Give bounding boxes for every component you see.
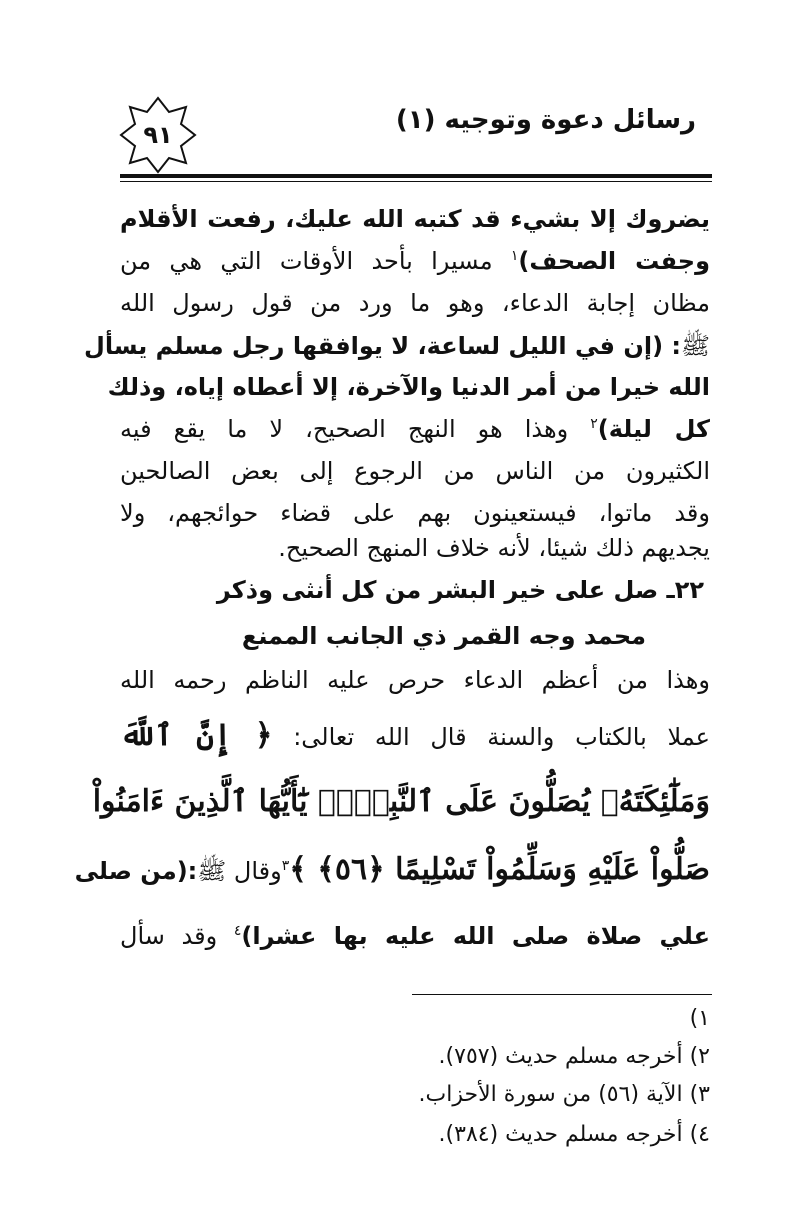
body-line-9: يجديهم ذلك شيئا، لأنه خلاف المنهج الصحيح. xyxy=(278,534,710,562)
body-line-12: علي صلاة صلى الله عليه بها عشرا)$^٤$ وقد سأل xyxy=(120,922,710,950)
header-rule-thick xyxy=(120,174,712,178)
poem-line-2: محمد وجه القمر ذي الجانب الممنع xyxy=(241,622,646,650)
footnote-1: ١) xyxy=(689,1006,710,1031)
footnote-3: ٣) الآية (٥٦) من سورة الأحزاب. xyxy=(418,1082,710,1107)
body-line-7: الكثيرون من الناس من الرجوع إلى بعض الصالحين xyxy=(120,457,710,485)
quran-verse-line-2: صَلُّواْ عَلَيْهِ وَسَلِّمُواْ تَسْلِيمًا ﴿٥٦﴾ ﴾$^٣$وقال ﷺ:(من صلى xyxy=(74,852,710,887)
body-line-3: مظان إجابة الدعاء، وهو ما ورد من قول رسول الله xyxy=(120,289,710,317)
body-line-6: كل ليلة)$^٢$ وهذا هو النهج الصحيح، لا ما يقع فيه xyxy=(120,415,710,443)
footnote-4: ٤) أخرجه مسلم حديث (٣٨٤). xyxy=(438,1122,710,1147)
body-line-1: يضروك إلا بشيء قد كتبه الله عليك، رفعت الأقلام xyxy=(120,205,710,233)
page-number: ٩١ xyxy=(143,121,173,149)
body-line-8: وقد ماتوا، فيستعينون بهم على قضاء حوائجهم، ولا xyxy=(120,499,710,527)
header-rule-thin xyxy=(120,181,712,182)
footnote-rule xyxy=(412,994,712,995)
quran-verse-line-1: وَمَلَٰٓئِكَتَهُۥ يُصَلُّونَ عَلَى ٱلنَّبِيِّۚ يَٰٓأَيُّهَا ٱلَّذِينَ ءَامَنُواْ xyxy=(92,784,710,819)
poem-line-1: ٢٢ـ صل على خير البشر من كل أنثى وذكر xyxy=(216,576,704,604)
body-line-2: وجفت الصحف)$^١$ مسيرا بأحد الأوقات التي هي من xyxy=(120,247,711,275)
running-title: رسائل دعوة وتوجيه (١) xyxy=(395,105,696,135)
footnote-2: ٢) أخرجه مسلم حديث (٧٥٧). xyxy=(438,1044,710,1069)
body-line-4: ﷺ: (إن في الليل لساعة، لا يوافقها رجل مسلم يسأل xyxy=(84,332,710,360)
body-line-11: عملا بالكتاب والسنة قال الله تعالى: ﴿ إِنَّ ٱللَّهَ xyxy=(120,718,710,753)
body-line-5: الله خيرا من أمر الدنيا والآخرة، إلا أعطاه إياه، وذلك xyxy=(107,373,710,401)
body-line-10: وهذا من أعظم الدعاء حرص عليه الناظم رحمه الله xyxy=(120,666,710,694)
